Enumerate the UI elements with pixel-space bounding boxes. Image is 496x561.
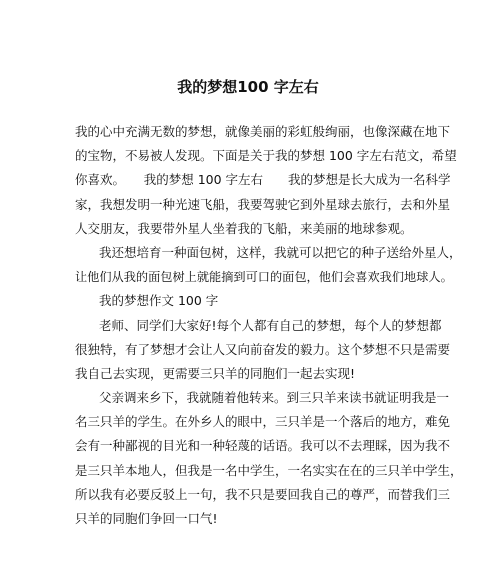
text-line: 父亲调来乡下，我就随着他转来。到三只羊来读书就证明我是一 [99,390,450,406]
text-line: 我还想培育一种面包树，这样，我就可以把它的种子送给外星人， [99,244,462,260]
text-line: 人交朋友，我要带外星人坐着我的飞船，来美丽的地球参观。 [75,220,413,236]
text-line: 家，我想发明一种光速飞船，我要驾驶它到外星球去旅行，去和外星 [75,196,451,212]
text-line: 我自己去实现，更需要三只羊的同胞们一起去实现! [75,365,356,381]
text-line: 很独特，有了梦想才会让人又向前奋发的毅力。这个梦想不只是需要 [75,341,451,357]
text-line: 名三只羊的学生。在外乡人的眼中，三只羊是一个落后的地方，难免 [75,414,451,430]
text-line: 你喜欢。 我的梦想 100 字左右 我的梦想是长大成为一名科学 [75,172,451,188]
text-line: 我的心中充满无数的梦想，就像美丽的彩虹般绚丽，也像深藏在地下 [75,124,451,139]
text-line: 老师、同学们大家好!每个人都有自己的梦想，每个人的梦想都 [99,317,442,333]
text-line: 会有一种鄙视的目光和一种轻蔑的话语。我可以不去理睬，因为我不 [75,438,451,454]
text-line: 只羊的同胞们争回一口气! [75,511,218,526]
section-heading: 我的梦想作文 100 字 [99,293,219,309]
text-line: 的宝物，不易被人发现。下面是关于我的梦想 100 字左右范文，希望 [75,148,457,164]
text-line: 所以我有必要反驳上一句，我不只是要回我自己的尊严，而替我们三 [75,486,451,502]
text-line: 是三只羊本地人，但我是一名中学生，一名实实在在的三只羊中学生， [75,462,463,478]
document-body [75,120,463,531]
text-line: 让他们从我的面包树上就能摘到可口的面包，他们会喜欢我们地球人。 [75,270,453,285]
document-title: 我的梦想100 字左右 [177,78,319,96]
